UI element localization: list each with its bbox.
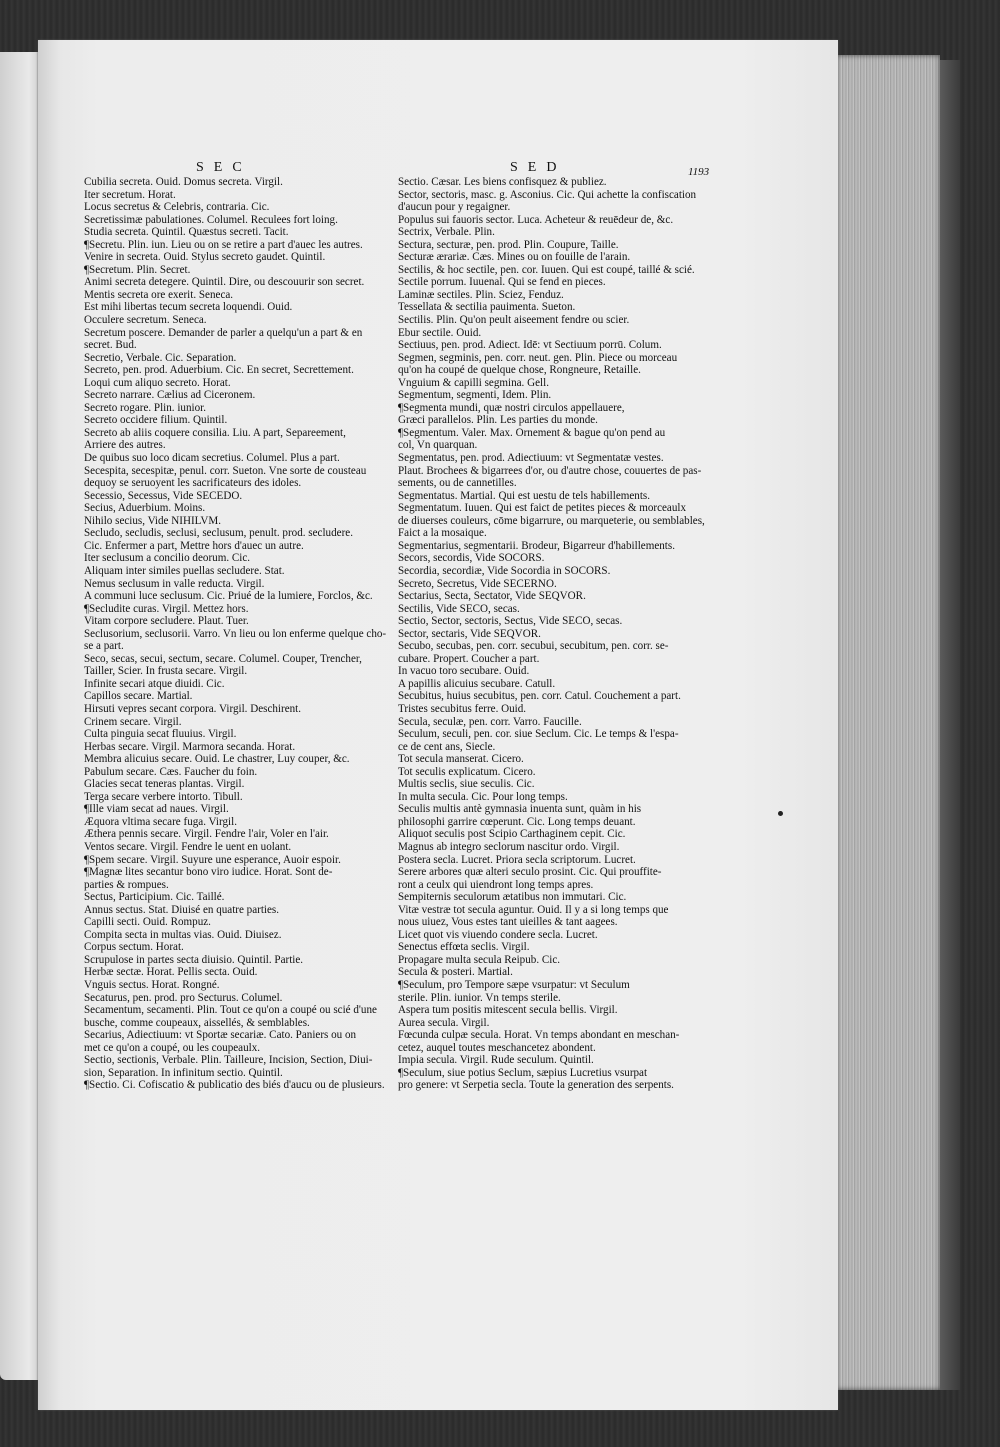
text-line: Serere arbores quæ alteri seculo prosint. Cic. Qui prouffite- bbox=[398, 866, 662, 879]
text-line: met ce qu'on a coupé, ou les coupeaulx. bbox=[84, 1041, 261, 1054]
text-line: cubare. Propert. Coucher a part. bbox=[398, 652, 540, 665]
text-line: Est mihi libertas tecum secreta loquendi. Ouid. bbox=[84, 301, 293, 314]
text-line: Segmentatus. Martial. Qui est uestu de tels habillements. bbox=[398, 489, 651, 502]
text-line: Arriere des autres. bbox=[84, 439, 166, 452]
text-line: Æquora vltima secare fuga. Virgil. bbox=[84, 815, 237, 828]
text-line: A communi luce seclusum. Cic. Priué de la lumiere, Forclos, &c. bbox=[84, 590, 373, 603]
text-line: Segmentum, segmenti, Idem. Plin. bbox=[398, 389, 552, 402]
text-line: Sempiternis seculorum ætatibus non immutari. Cic. bbox=[398, 891, 627, 904]
text-line: Secretio, Verbale. Cic. Separation. bbox=[84, 351, 237, 364]
text-line: ¶Segmentum. Valer. Max. Ornement & bague qu'on pend au bbox=[398, 426, 666, 439]
text-line: Æthera pennis secare. Virgil. Fendre l'air, Voler en l'air. bbox=[84, 828, 329, 841]
text-line: Ventos secare. Virgil. Fendre le uent en uolant. bbox=[84, 840, 292, 853]
text-line: Sectilis, Vide SECO, secas. bbox=[398, 602, 520, 615]
text-line: pro genere: vt Serpetia secla. Toute la generation des serpents. bbox=[398, 1079, 674, 1092]
text-line: sterile. Plin. iunior. Vn temps sterile. bbox=[398, 991, 561, 1004]
text-line: Secubitus, huius secubitus, pen. corr. Catul. Couchement a part. bbox=[398, 690, 681, 703]
text-line: Sector, sectoris, masc. g. Asconius. Cic. Qui achette la confiscation bbox=[398, 188, 697, 201]
text-line: col, Vn quarquan. bbox=[398, 439, 478, 452]
text-line: Vnguis sectus. Horat. Rongné. bbox=[84, 979, 220, 991]
text-line: Sectilis. Plin. Qu'on peult aiseement fendre ou scier. bbox=[398, 314, 630, 327]
text-line: ¶Secludite curas. Virgil. Mettez hors. bbox=[84, 602, 249, 615]
text-line: Sectarius, Secta, Sectator, Vide SEQVOR. bbox=[398, 590, 586, 603]
text-line: Secretissimæ pabulationes. Columel. Reculees fort loing. bbox=[84, 213, 338, 226]
text-line: Cubilia secreta. Ouid. Domus secreta. Virgil. bbox=[84, 176, 283, 188]
text-line: Loqui cum aliquo secreto. Horat. bbox=[84, 376, 231, 389]
text-line: Herbas secare. Virgil. Marmora secanda. Horat. bbox=[84, 740, 296, 753]
text-line: Tristes secubitus ferre. Ouid. bbox=[398, 702, 527, 715]
text-line: Capilli secti. Ouid. Rompuz. bbox=[84, 916, 211, 929]
text-line: Hirsuti vepres secant corpora. Virgil. Deschirent. bbox=[84, 702, 302, 715]
text-line: Sectile porrum. Iuuenal. Qui se fend en pieces. bbox=[398, 276, 606, 289]
text-line: Secessio, Secessus, Vide SECEDO. bbox=[84, 489, 243, 502]
text-line: de diuerses couleurs, cōme bigarrure, ou marqueterie, ou semblables, bbox=[398, 514, 705, 527]
text-line: Segmen, segminis, pen. corr. neut. gen. Plin. Piece ou morceau bbox=[398, 351, 678, 364]
text-line: Secturæ ærariæ. Cæs. Mines ou on fouille de l'arain. bbox=[398, 251, 631, 264]
text-line: Seculis multis antè gymnasia inuenta sunt, quàm in his bbox=[398, 803, 642, 816]
text-line: Mentis secreta ore exerit. Seneca. bbox=[84, 288, 234, 301]
text-line: Secreto ab aliis coquere consilia. Liu. A part, Separeement, bbox=[84, 426, 346, 439]
text-line: Secordia, secordiæ, Vide Socordia in SOCORS. bbox=[398, 564, 611, 577]
text-line: ¶Ille viam secat ad naues. Virgil. bbox=[84, 803, 229, 816]
text-line: Venire in secreta. Ouid. Stylus secreto gaudet. Quintil. bbox=[84, 251, 326, 264]
text-line: Nihilo secius, Vide NIHILVM. bbox=[84, 514, 222, 527]
page-block-edge bbox=[830, 55, 940, 1390]
text-line: Postera secla. Lucret. Priora secla scriptorum. Lucret. bbox=[398, 853, 636, 866]
text-line: Tessellata & sectilia pauimenta. Sueton. bbox=[398, 301, 576, 314]
text-line: Fœcunda culpæ secula. Horat. Vn temps abondant en meschan- bbox=[398, 1029, 680, 1042]
text-line: Licet quot vis viuendo condere secla. Lucret. bbox=[398, 928, 598, 941]
text-line: ¶Magnæ lites secantur bono viro iudice. Horat. Sont de- bbox=[84, 866, 333, 879]
text-line: Seclusorium, seclusorii. Varro. Vn lieu ou lon enferme quelque cho- bbox=[84, 627, 387, 640]
text-line: ¶Seculum, siue potius Seclum, sæpius Lucretius vsurpat bbox=[398, 1066, 648, 1079]
text-line: Crinem secare. Virgil. bbox=[84, 715, 182, 728]
text-line: qu'on ha coupé de quelque chose, Rongneure, Retaille. bbox=[398, 364, 641, 377]
text-line: Sectilis, & hoc sectile, pen. cor. Iuuen. Qui est coupé, taillé & scié. bbox=[398, 263, 695, 276]
text-line: Nemus seclusum in valle reducta. Virgil. bbox=[84, 577, 265, 590]
text-line: Cic. Enfermer a part, Mettre hors d'auec un autre. bbox=[84, 539, 304, 552]
text-line: Vnguium & capilli segmina. Gell. bbox=[398, 376, 549, 389]
text-line: Segmentarius, segmentarii. Brodeur, Bigarreur d'habillements. bbox=[398, 539, 675, 552]
text-line: Secubo, secubas, pen. corr. secubui, secubitum, pen. corr. se- bbox=[398, 640, 669, 653]
text-line: Laminæ sectiles. Plin. Sciez, Fenduz. bbox=[398, 288, 564, 301]
text-line: Compita secta in multas vias. Ouid. Diuisez. bbox=[84, 928, 282, 941]
text-line: Segmentatum. Iuuen. Qui est faict de petites pieces & morceaulx bbox=[398, 502, 687, 515]
text-line: Tailler, Scier. In frusta secare. Virgil. bbox=[84, 665, 248, 678]
text-line: Sectiuus, pen. prod. Adiect. Idē: vt Sectiuum porrū. Colum. bbox=[398, 339, 662, 352]
running-head-right: SED bbox=[510, 160, 567, 175]
text-line: Corpus sectum. Horat. bbox=[84, 941, 184, 954]
text-line: Magnus ab integro seclorum nascitur ordo. Virgil. bbox=[398, 840, 620, 853]
text-line: Tot secula manserat. Cicero. bbox=[398, 753, 524, 766]
text-line: Faict a la mosaique. bbox=[398, 527, 487, 540]
text-line: se a part. bbox=[84, 640, 124, 653]
text-line: Herbæ sectæ. Horat. Pellis secta. Ouid. bbox=[84, 966, 258, 979]
text-line: Annus sectus. Stat. Diuisé en quatre parties. bbox=[84, 903, 280, 916]
text-line: Sectio, sectionis, Verbale. Plin. Tailleure, Incision, Section, Diui- bbox=[84, 1054, 373, 1067]
text-line: Secreto narrare. Cælius ad Ciceronem. bbox=[84, 389, 256, 402]
text-line: Populus sui fauoris sector. Luca. Acheteur & reuēdeur de, &c. bbox=[398, 213, 674, 226]
text-line: Secius, Aduerbium. Moins. bbox=[84, 502, 206, 515]
text-line: In multa secula. Cic. Pour long temps. bbox=[398, 790, 568, 803]
text-line: De quibus suo loco dicam secretius. Columel. Plus a part. bbox=[84, 452, 340, 465]
text-line: Secreto rogare. Plin. iunior. bbox=[84, 401, 207, 414]
text-line: ¶Secretum. Plin. Secret. bbox=[84, 263, 191, 276]
text-line: Græci parallelos. Plin. Les parties du monde. bbox=[398, 414, 598, 427]
text-line: Sectrix, Verbale. Plin. bbox=[398, 226, 495, 239]
text-line: Sectio. Cæsar. Les biens confisquez & publiez. bbox=[398, 176, 607, 188]
text-line: Secula & posteri. Martial. bbox=[398, 966, 513, 979]
text-line: ¶Sectio. Ci. Cofiscatio & publicatio des biés d'aucu ou de plusieurs. bbox=[84, 1079, 385, 1092]
paper-spot bbox=[778, 811, 783, 816]
text-line: Occulere secretum. Seneca. bbox=[84, 314, 207, 327]
text-line: Membra alicuius secare. Ouid. Le chastrer, Luy couper, &c. bbox=[84, 753, 350, 766]
text-line: ¶Secretu. Plin. iun. Lieu ou on se retire a part d'auec les autres. bbox=[84, 238, 363, 251]
text-line: Aurea secula. Virgil. bbox=[398, 1016, 490, 1029]
text-line: ce de cent ans, Siecle. bbox=[398, 740, 496, 753]
text-line: Ebur sectile. Ouid. bbox=[398, 326, 482, 339]
text-line: In vacuo toro secubare. Ouid. bbox=[398, 665, 530, 678]
text-line: Secors, secordis, Vide SOCORS. bbox=[398, 552, 545, 565]
text-line: sion, Separation. In infinitum sectio. Quintil. bbox=[84, 1066, 283, 1079]
text-line: Sectus, Participium. Cic. Taillé. bbox=[84, 891, 225, 904]
text-line: Aliquot seculis post Scipio Carthaginem cepit. Cic. bbox=[398, 828, 626, 841]
text-line: Senectus effœta seclis. Virgil. bbox=[398, 941, 530, 954]
text-line: Pabulum secare. Cæs. Faucher du foin. bbox=[84, 765, 258, 778]
text-line: Multis seclis, siue seculis. Cic. bbox=[398, 778, 535, 791]
text-line: Secreto, pen. prod. Aduerbium. Cic. En secret, Secrettement. bbox=[84, 364, 354, 377]
text-line: Aliquam inter similes puellas secludere. Stat. bbox=[84, 564, 285, 577]
text-line: cetez, auquel toutes meschancetez abondent. bbox=[398, 1041, 596, 1054]
text-line: Capillos secare. Martial. bbox=[84, 690, 193, 703]
text-line: ¶Seculum, pro Tempore sæpe vsurpatur: vt Seculum bbox=[398, 979, 630, 991]
text-line: Secludo, secludis, seclusi, seclusum, penult. prod. secludere. bbox=[84, 527, 353, 540]
right-column bbox=[398, 176, 716, 1092]
text-line: Secaturus, pen. prod. pro Secturus. Columel. bbox=[84, 991, 283, 1004]
text-line: Aspera tum positis mitescent secula bellis. Virgil. bbox=[398, 1004, 618, 1017]
text-line: Secula, seculæ, pen. corr. Varro. Faucille. bbox=[398, 715, 582, 728]
text-line: d'aucun pour y regaigner. bbox=[398, 201, 511, 214]
left-column bbox=[84, 176, 394, 1092]
text-line: Vitæ vestræ tot secula aguntur. Ouid. Il y a si long temps que bbox=[398, 903, 669, 916]
text-line: Iter seclusum a concilio deorum. Cic. bbox=[84, 552, 251, 565]
text-line: ¶Segmenta mundi, quæ nostri circulos appellauere, bbox=[398, 401, 625, 414]
text-line: Secespita, secespitæ, penul. corr. Sueton. Vne sorte de cousteau bbox=[84, 464, 367, 477]
text-line: philosophi garrire cœperunt. Cic. Long temps deuant. bbox=[398, 815, 636, 828]
running-head-left: SEC bbox=[196, 160, 252, 175]
text-line: Iter secretum. Horat. bbox=[84, 188, 176, 201]
text-line: Tot seculis explicatum. Cicero. bbox=[398, 765, 536, 778]
text-line: dequoy se seruoyent les sacrificateurs des idoles. bbox=[84, 477, 302, 490]
text-line: Segmentatus, pen. prod. Adiectiuum: vt Segmentatæ vestes. bbox=[398, 452, 664, 465]
text-line: ¶Spem secare. Virgil. Suyure une esperance, Auoir espoir. bbox=[84, 853, 341, 866]
text-line: Secreto, Secretus, Vide SECERNO. bbox=[398, 577, 557, 590]
text-line: Secarius, Adiectiuum: vt Sportæ secariæ. Cato. Paniers ou on bbox=[84, 1029, 357, 1042]
text-line: Propagare multa secula Reipub. Cic. bbox=[398, 953, 561, 966]
text-line: Locus secretus & Celebris, contraria. Cic. bbox=[84, 201, 270, 214]
text-line: Seco, secas, secui, sectum, secare. Columel. Couper, Trencher, bbox=[84, 652, 362, 665]
text-line: ront a ceulx qui uiendront long temps apres. bbox=[398, 878, 594, 891]
text-line: parties & rompues. bbox=[84, 878, 169, 891]
text-line: Infinite secari atque diuidi. Cic. bbox=[84, 677, 225, 690]
text-line: Studia secreta. Quintil. Quæstus secreti. Tacit. bbox=[84, 226, 289, 239]
text-line: Plaut. Brochees & bigarrees d'or, ou d'autre chose, couuertes de pas- bbox=[398, 464, 702, 477]
page-number: 1193 bbox=[688, 166, 710, 178]
text-line: Animi secreta detegere. Quintil. Dire, ou descouurir son secret. bbox=[84, 276, 365, 289]
text-line: Secreto occidere filium. Quintil. bbox=[84, 414, 228, 427]
text-line: Sectio, Sector, sectoris, Sectus, Vide SECO, secas. bbox=[398, 615, 623, 628]
text-line: Sector, sectaris, Vide SEQVOR. bbox=[398, 627, 541, 640]
text-line: Secamentum, secamenti. Plin. Tout ce qu'on a coupé ou scié d'une bbox=[84, 1004, 377, 1017]
text-line: Culta pinguia secat fluuius. Virgil. bbox=[84, 728, 237, 741]
text-line: Glacies secat teneras plantas. Virgil. bbox=[84, 778, 245, 791]
text-line: Terga secare verbere intorto. Tibull. bbox=[84, 790, 243, 803]
text-line: nous uiuez, Vous estes tant uieilles & tant aagees. bbox=[398, 916, 618, 929]
text-line: Seculum, seculi, pen. cor. siue Seclum. Cic. Le temps & l'espa- bbox=[398, 728, 679, 741]
text-line: secret. Bud. bbox=[84, 339, 137, 352]
text-line: Scrupulose in partes secta diuisio. Quintil. Partie. bbox=[84, 953, 304, 966]
text-line: Secretum poscere. Demander de parler a quelqu'un a part & en bbox=[84, 326, 363, 339]
text-line: busche, comme coupeaux, aissellés, & semblables. bbox=[84, 1016, 310, 1029]
text-line: Vitam corpore secludere. Plaut. Tuer. bbox=[84, 615, 249, 628]
text-line: A papillis alicuius secubare. Catull. bbox=[398, 677, 556, 690]
text-line: Impia secula. Virgil. Rude seculum. Quintil. bbox=[398, 1054, 594, 1067]
text-line: sements, ou de cannetilles. bbox=[398, 477, 517, 490]
text-line: Sectura, secturæ, pen. prod. Plin. Coupure, Taille. bbox=[398, 238, 619, 251]
